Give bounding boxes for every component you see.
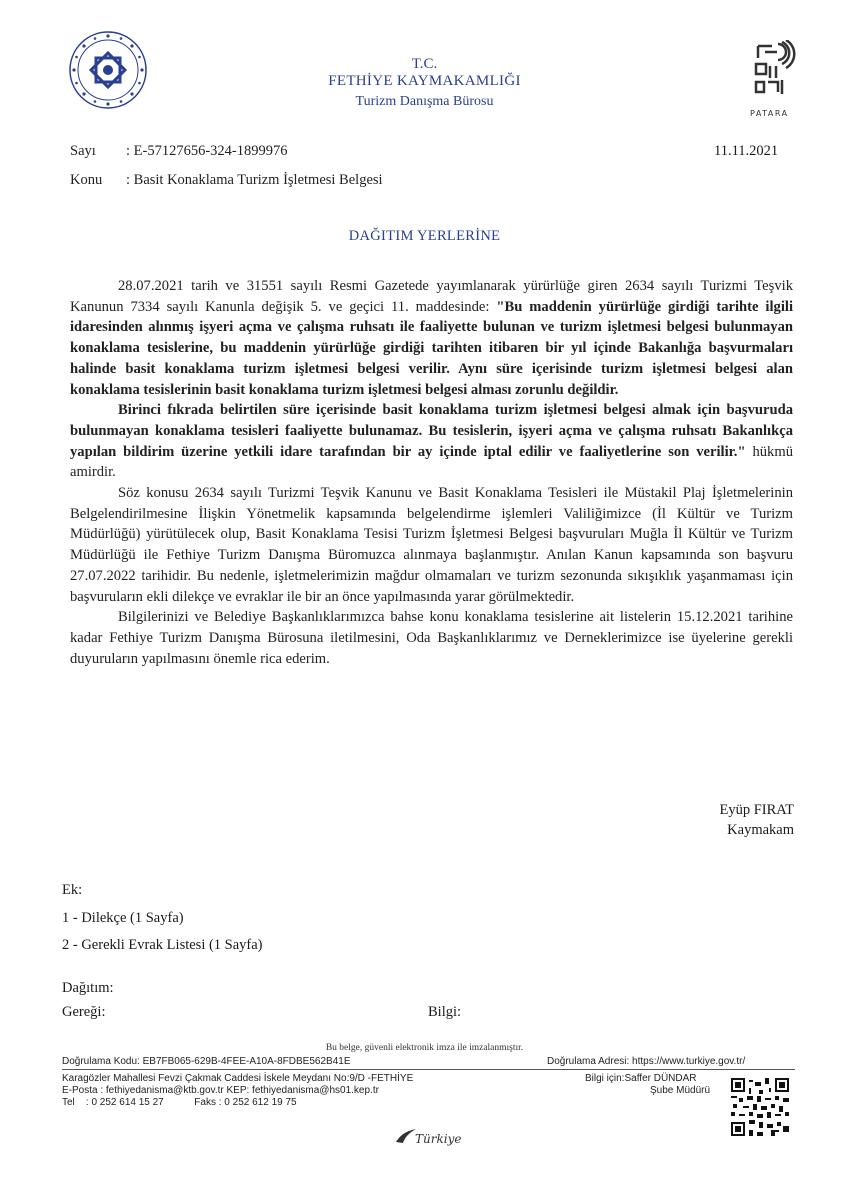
distribution-title: DAĞITIM YERLERİNE (348, 228, 501, 244)
geregi-label: Gereği: (62, 1004, 106, 1020)
bilgi-label: Bilgi: (428, 1004, 462, 1020)
document-date: 11.11.2021 (714, 143, 779, 159)
turkiye-logo (395, 1126, 465, 1156)
footer-email[interactable]: E-Posta : fethiyedanisma@ktb.gov.tr KEP: fethiyedanisma@hs01.kep.tr (62, 1085, 379, 1096)
p1-normal-text: 28.07.2021 tarih ve 31551 sayılı Resmi Gazetede yayımlanarak yürürlüğe giren 2634 sayılı Turizmi Teşvik Kanunun 7334 sayılı Kanunla değişik 5. ve geçici 11. maddesinde: (70, 278, 793, 315)
body-paragraph-3: Söz konusu 2634 sayılı Turizmi Teşvik Kanunu ve Basit Konaklama Tesisleri ile Müstakil Plaj İşletmelerinin Belgelendirilmesine İlişkin Yönetmelik kapsamında belgelendirme işlemleri Valiliğimizce (İl Kültür ve Turizm Müdürlüğü) yürütülecek olup, Basit Konaklama Tesisi Turizm İşletmesi Belgesi başvuruları Muğla İl Kültür ve Turizm Müdürlüğü ile Fethiye Turizm Danışma Büromuzca alınmaya başlanmıştır. Anılan Kanun kapsamında son başvuru 27.07.2022 tarihidir. Bu nedenle, işletmelerimizin mağdur olmamaları ve turizm sezonunda sıkışıklık yaşanmaması için başvuruların ekli dilekçe ve evraklar ile bir an önce yapılmasında yarar görülmektedir. (70, 485, 793, 605)
p1-bold-text: "Bu maddenin yürürlüğe girdiği tarihte ilgili idaresinden alınmış işyeri açma ve çalışma ruhsatı ile faaliyette bulunan ve turizm işletmesi belgesi bulunmayan konaklama tesislerine, bu maddenin yürürlüğe girdiği tarihten itibaren bir yıl içinde Bakanlığa başvurmaları halinde basit konaklama turizm işletmesi belgesi verilir. Aynı süre içerisinde turizm işletmesi belgesi alan konaklama tesislerinin basit konaklama turizm işletmesi belgesi alması zorunlu değildir. (70, 298, 793, 398)
body-paragraph-2 (70, 400, 793, 483)
header-tc: T.C. (411, 56, 438, 72)
qr-code-icon (731, 1078, 789, 1136)
p2-normal-text: hükmü amirdir. (70, 443, 794, 481)
distribution-label: Dağıtım: (62, 980, 114, 996)
letter-body (70, 276, 793, 669)
verify-address[interactable]: Doğrulama Adresi: https://www.turkiye.gov.tr/ (547, 1056, 746, 1067)
attachments-label: Ek: (62, 882, 83, 898)
patara-logo (750, 40, 796, 120)
konu-row (70, 172, 383, 189)
unit-name: Turizm Danışma Bürosu (355, 94, 494, 109)
p2-bold-text: Birinci fıkrada belirtilen süre içerisinde basit konaklama turizm işletmesi belgesi almak için başvuruda bulunmayan konaklama tesisleri faaliyette bulunamaz. Bu tesislerin, işyeri açma ve çalışma ruhsatı Bakanlıkça yapılan bildirim üzerine yetkili idare tarafından bir ay içinde iptal edilir ve faaliyetlerine son verilir." (70, 402, 793, 460)
turkiye-logo-text: Türkiye (415, 1132, 462, 1146)
institution-name: FETHİYE KAYMAKAMLIĞI (328, 73, 521, 89)
attachment-item: 2 - Gerekli Evrak Listesi (1 Sayfa) (62, 937, 263, 953)
footer-info: Bilgi için:Saffer DÜNDAR (585, 1073, 697, 1084)
verify-code: Doğrulama Kodu: EB7FB065-629B-4FEE-A10A-8FDBE562B41E (62, 1056, 351, 1067)
sayi-row (70, 143, 288, 160)
signer-block (650, 800, 794, 840)
footer-info-title: Şube Müdürü (650, 1085, 711, 1096)
footer-divider (62, 1069, 795, 1070)
konu-value: : Basit Konaklama Turizm İşletmesi Belgesi (126, 172, 383, 188)
sayi-label: Sayı (70, 143, 96, 159)
body-paragraph-1 (70, 276, 793, 400)
patara-mark-icon (750, 40, 796, 102)
konu-label: Konu (70, 172, 103, 188)
turkiye-bird-icon (395, 1128, 417, 1144)
sayi-value: : E-57127656-324-1899976 (126, 143, 288, 159)
attachment-item: 1 - Dilekçe (1 Sayfa) (62, 910, 184, 926)
esign-note: Bu belge, güvenli elektronik imza ile imzalanmıştır. (325, 1043, 524, 1053)
footer-phone: Tel : 0 252 614 15 27 Faks : 0 252 612 19 75 (62, 1097, 297, 1108)
body-paragraph-4: Bilgilerinizi ve Belediye Başkanlıklarımızca bahse konu konaklama tesislerine ait listelerin 15.12.2021 tarihine kadar Fethiye Turizm Danışma Bürosuna iletilmesini, Oda Başkanlıklarımız ve Derneklerimizce ise üyelerine gerekli duyuruların yapılmasını önemle rica ederim. (70, 609, 793, 667)
signer-name: Eyüp FIRAT (719, 802, 794, 818)
patara-logo-text: PATARA (750, 109, 789, 118)
signer-title: Kaymakam (727, 822, 794, 838)
footer-address: Karagözler Mahallesi Fevzi Çakmak Caddesi İskele Meydanı No:9/D -FETHİYE (62, 1073, 414, 1084)
